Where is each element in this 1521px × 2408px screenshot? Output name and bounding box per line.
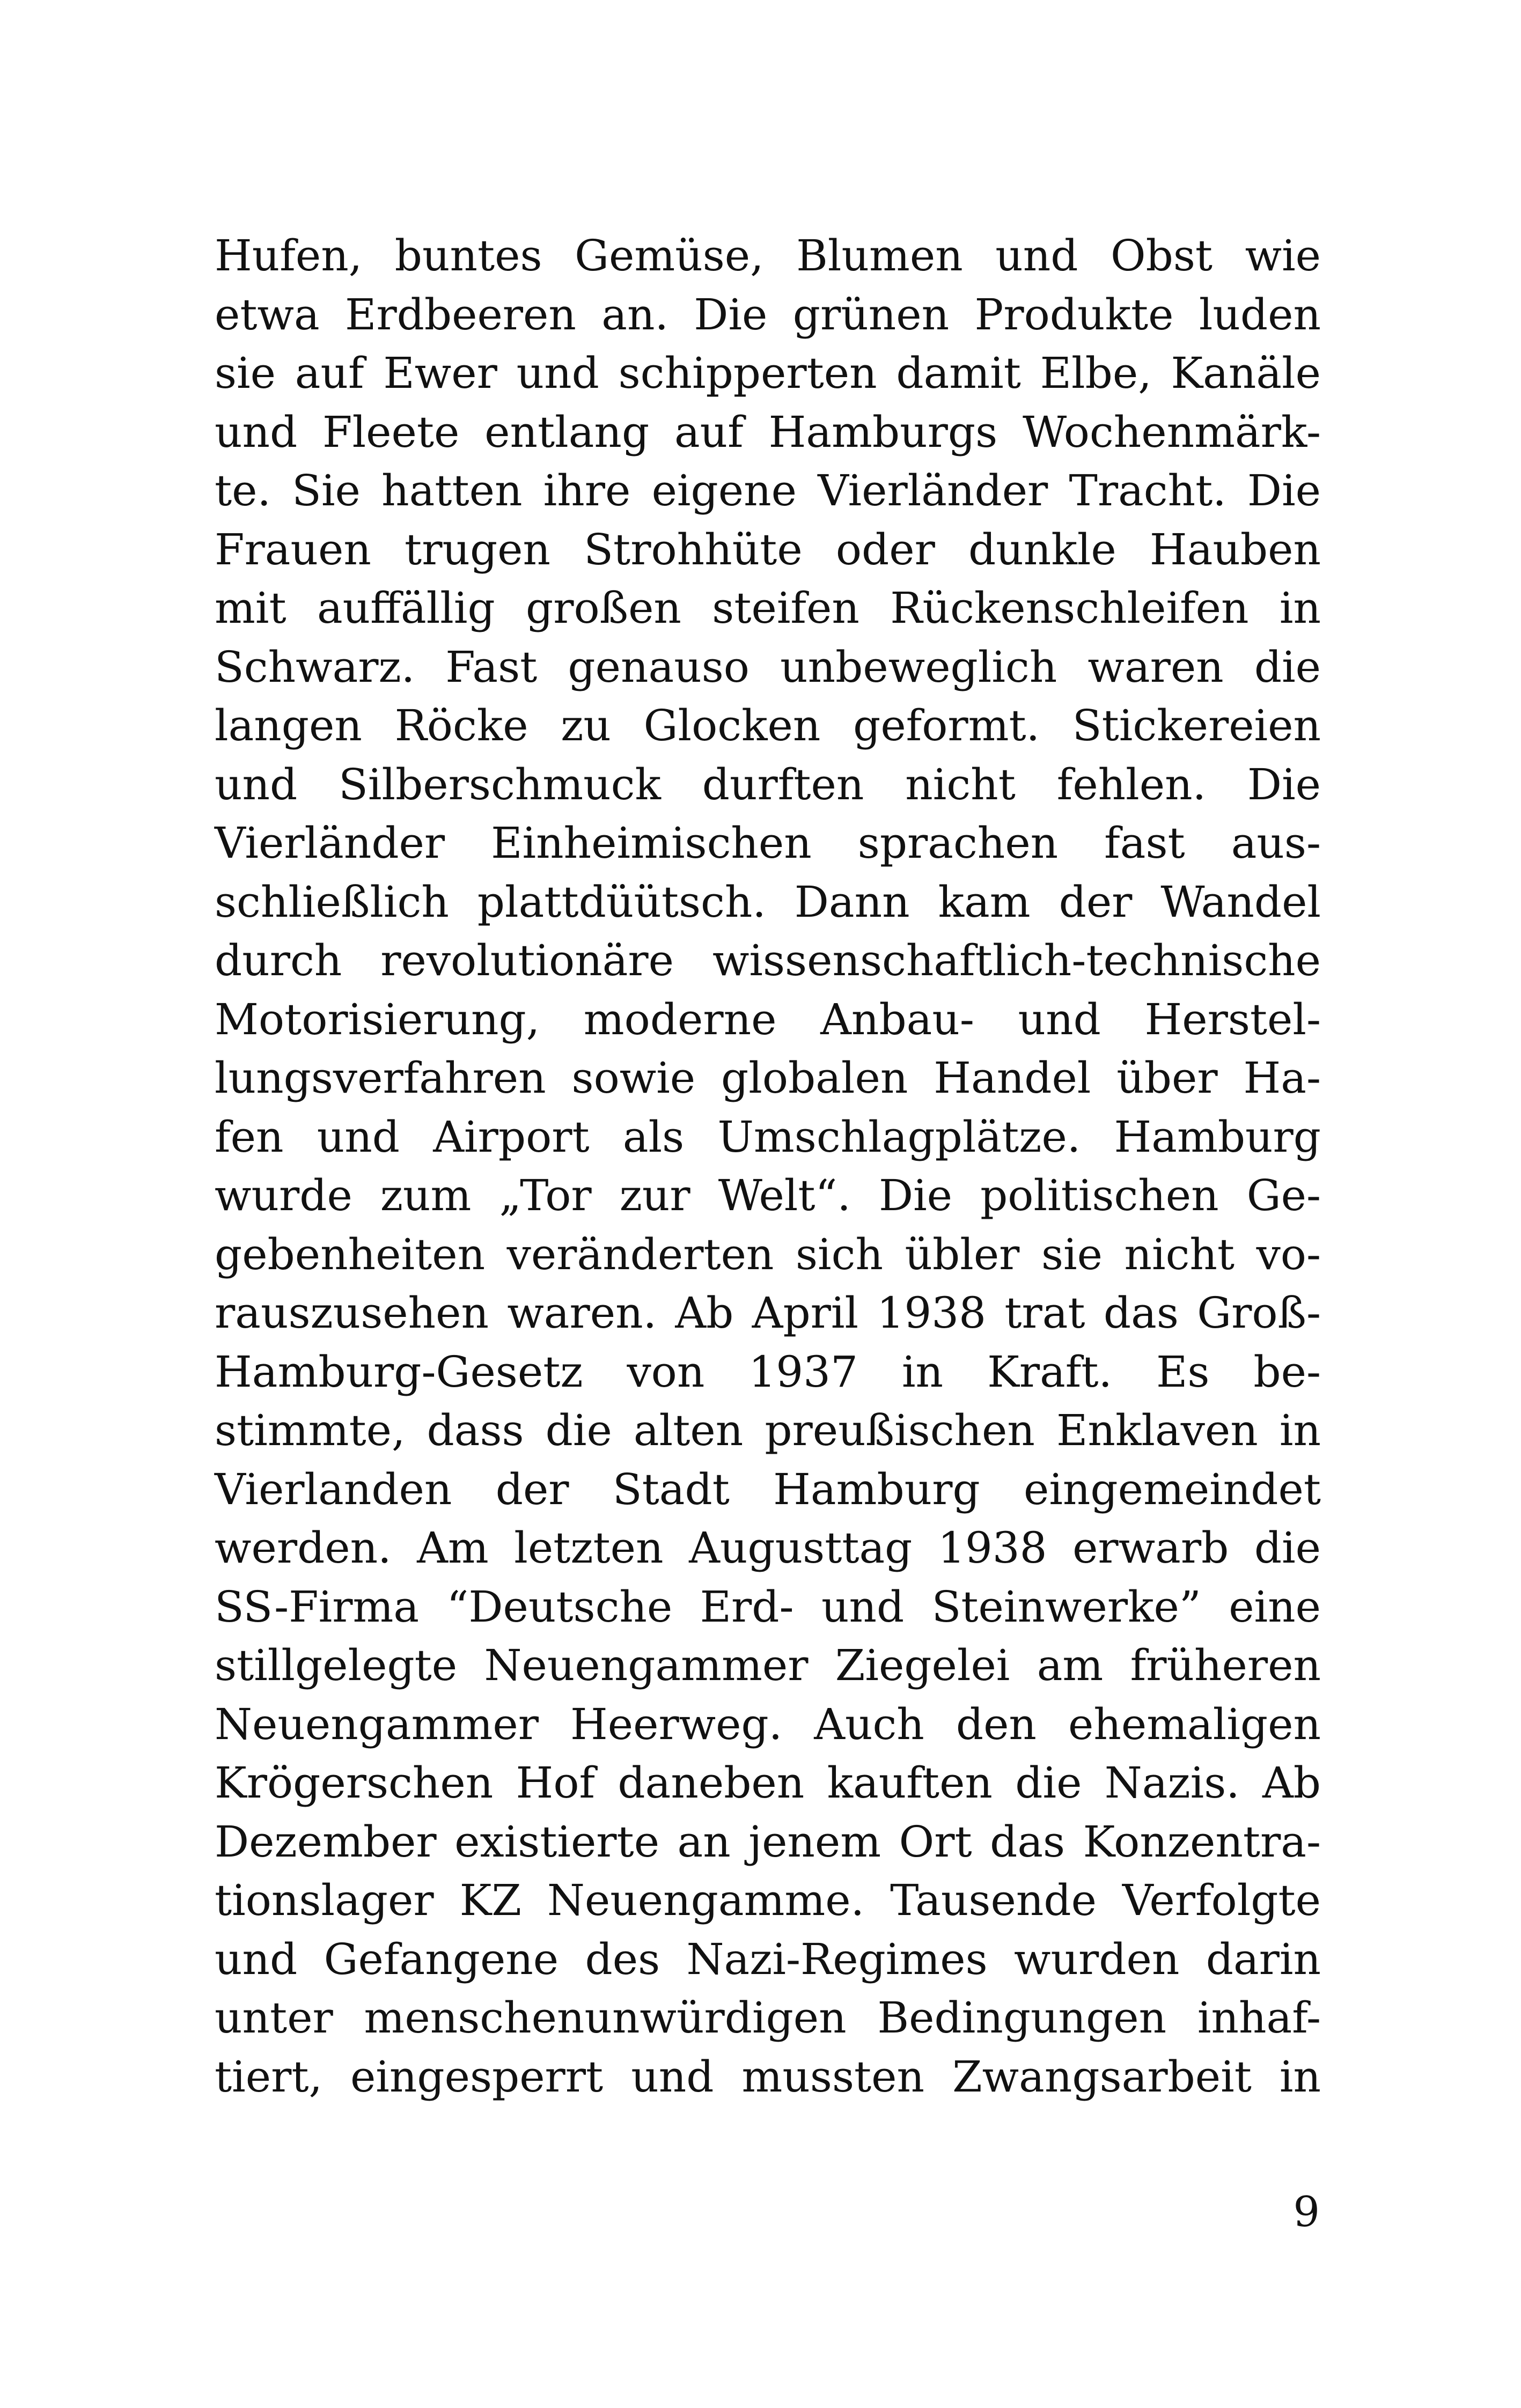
text-line: und Silberschmuck durften nicht fehlen. Die <box>215 759 1321 809</box>
text-line: lungsverfahren sowie globalen Handel über Ha- <box>215 1053 1321 1103</box>
text-line: fen und Airport als Umschlagplätze. Hamburg <box>215 1111 1321 1162</box>
text-line: etwa Erdbeeren an. Die grünen Produkte luden <box>215 289 1321 340</box>
text-line: langen Röcke zu Glocken geformt. Stickereien <box>215 701 1321 750</box>
text-line: unter menschenunwürdigen Bedingungen inhaf- <box>215 1993 1321 2043</box>
text-line: und Gefangene des Nazi-Regimes wurden darin <box>215 1934 1321 1984</box>
text-line: wurde zum „Tor zur Welt“. Die politischen Ge- <box>215 1170 1321 1220</box>
text-line: Hamburg-Gesetz von 1937 in Kraft. Es be- <box>215 1346 1321 1397</box>
text-line: Krögerschen Hof daneben kauften die Nazis. Ab <box>215 1758 1321 1808</box>
text-line: werden. Am letzten Augusttag 1938 erwarb die <box>215 1523 1321 1573</box>
text-line: Vierlanden der Stadt Hamburg eingemeindet <box>215 1464 1321 1514</box>
text-line: gebenheiten veränderten sich übler sie nicht vo- <box>215 1229 1321 1279</box>
text-line: stillgelegte Neuengammer Ziegelei am früheren <box>215 1640 1321 1690</box>
text-line: mit auffällig großen steifen Rückenschleifen in <box>215 583 1321 633</box>
text-line: rauszusehen waren. Ab April 1938 trat das Groß- <box>215 1288 1321 1338</box>
text-line: Motorisierung, moderne Anbau- und Herstel- <box>215 994 1321 1044</box>
text-line: te. Sie hatten ihre eigene Vierländer Tracht. Die <box>215 466 1321 516</box>
page-number: 9 <box>1293 2188 1320 2236</box>
text-line: sie auf Ewer und schipperten damit Elbe, Kanäle <box>215 348 1321 398</box>
text-line: Hufen, buntes Gemüse, Blumen und Obst wie <box>215 231 1321 281</box>
text-line: Schwarz. Fast genauso unbeweglich waren die <box>215 642 1321 692</box>
text-line: tiert, eingesperrt und mussten Zwangsarbeit in <box>215 2051 1321 2102</box>
text-line: stimmte, dass die alten preußischen Enklaven in <box>215 1405 1321 1455</box>
text-line: schließlich plattdüütsch. Dann kam der Wandel <box>215 877 1321 927</box>
body-text <box>215 226 1321 2106</box>
text-line: SS-Firma “Deutsche Erd- und Steinwerke” eine <box>215 1581 1321 1632</box>
text-line: Vierländer Einheimischen sprachen fast aus- <box>215 818 1321 868</box>
text-line: und Fleete entlang auf Hamburgs Wochenmärk- <box>215 407 1321 457</box>
text-line: Neuengammer Heerweg. Auch den ehemaligen <box>215 1699 1321 1749</box>
text-line: durch revolutionäre wissenschaftlich-technische <box>215 936 1321 985</box>
text-line: tionslager KZ Neuengamme. Tausende Verfolgte <box>215 1875 1321 1925</box>
text-line: Dezember existierte an jenem Ort das Konzentra- <box>215 1816 1321 1867</box>
text-line: Frauen trugen Strohhüte oder dunkle Hauben <box>215 524 1321 575</box>
